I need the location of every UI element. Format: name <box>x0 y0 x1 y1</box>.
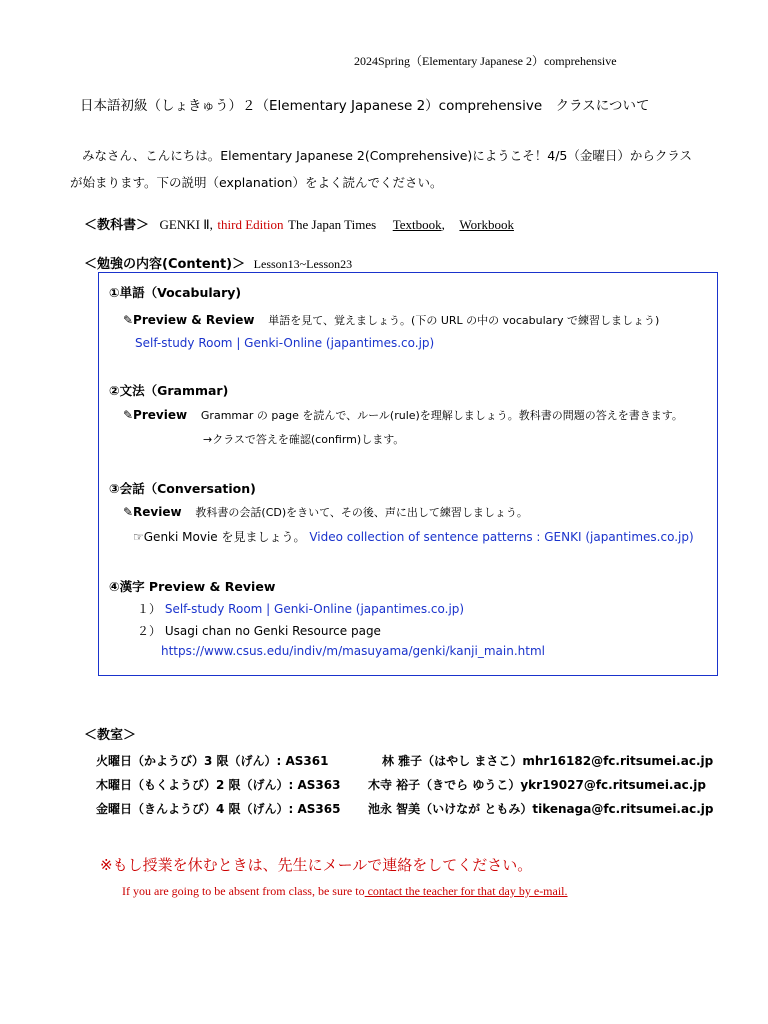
kanji-heading: ④漢字 Preview & Review <box>109 579 276 594</box>
intro-paragraph <box>70 142 710 196</box>
conversation-movie-link[interactable]: Video collection of sentence patterns : GENKI (japantimes.co.jp) <box>309 530 694 544</box>
grammar-heading: ②文法（Grammar) <box>109 383 229 398</box>
vocabulary-task-label: ✎Preview & Review <box>123 313 255 327</box>
textbook-name: GENKI Ⅱ, <box>159 217 213 232</box>
vocabulary-link[interactable]: Self-study Room | Genki-Online (japantimes.co.jp) <box>135 336 435 350</box>
conversation-movie-text: ☞Genki Movie を見ましょう。 <box>133 530 306 544</box>
textbook-link[interactable]: Textbook <box>392 217 442 232</box>
classroom-row-1-day: 火曜日（かようび）3 限（げん）: AS361 <box>96 754 329 768</box>
grammar-task <box>123 407 683 423</box>
classroom-row-1-teacher: 林 雅子（はやし まさこ）mhr16182@fc.ritsumei.ac.jp <box>382 754 714 768</box>
classroom-label: ＜教室＞ <box>84 728 137 743</box>
absence-notice-en-part1: If you are going to be absent from class, be sure to <box>122 884 365 898</box>
textbook-publisher: The Japan Times <box>288 217 377 232</box>
kanji-item-1-num: １） <box>137 602 162 616</box>
textbook-label: ＜教科書＞ <box>84 218 150 233</box>
textbook-comma: , <box>441 217 445 232</box>
conversation-task-label: ✎Review <box>123 505 182 519</box>
conversation-heading: ③会話（Conversation) <box>109 481 256 496</box>
kanji-item-2-num: ２） <box>137 624 162 638</box>
conversation-task-text: 教科書の会話(CD)をきいて、その後、声に出して練習しましょう。 <box>195 506 528 519</box>
absence-notice-en <box>122 884 568 899</box>
content-box <box>98 272 718 676</box>
kanji-item-2-text: Usagi chan no Genki Resource page <box>164 624 381 638</box>
intro-line-1: みなさん、こんにちは。Elementary Japanese 2(Comprehensive)にようこそ！4/5（金曜日）からクラス <box>82 148 693 163</box>
vocabulary-task <box>123 312 659 328</box>
classroom-row-3-teacher: 池永 智美（いけなが ともみ）tikenaga@fc.ritsumei.ac.jp <box>368 802 714 816</box>
classroom-row-3-day: 金曜日（きんようび）4 限（げん）: AS365 <box>96 802 341 816</box>
grammar-task-label: ✎Preview <box>123 408 188 422</box>
textbook-section <box>84 214 514 233</box>
page-title: 日本語初級（しょきゅう）２（Elementary Japanese 2）comprehensive クラスについて <box>80 98 650 114</box>
content-section-heading <box>84 253 352 272</box>
intro-line-2: が始まります。下の説明（explanation）をよく読んでください。 <box>70 175 443 190</box>
absence-notice-jp: ※もし授業を休むときは、先生にメールで連絡をしてください。 <box>100 856 533 874</box>
grammar-task-text: Grammar の page を読んで、ルール(rule)を理解しましょう。教科書の問題の答えを書きます。 <box>200 409 683 422</box>
kanji-item-2 <box>137 622 381 639</box>
vocabulary-heading: ①単語（Vocabulary) <box>109 285 242 300</box>
textbook-edition: third Edition <box>217 217 284 232</box>
kanji-item-2-url[interactable]: https://www.csus.edu/indiv/m/masuyama/genki/kanji_main.html <box>161 644 545 658</box>
classroom-row-2-day: 木曜日（もくようび）2 限（げん）: AS363 <box>96 778 341 792</box>
grammar-task-confirm: →クラスで答えを確認(confirm)します。 <box>203 433 405 446</box>
conversation-task <box>123 504 528 520</box>
kanji-item-1-link[interactable]: Self-study Room | Genki-Online (japantimes.co.jp) <box>164 602 465 616</box>
workbook-link[interactable]: Workbook <box>459 217 514 232</box>
vocabulary-task-text: 単語を見て、覚えましょう。(下の URL の中の vocabulary で練習しましょう) <box>268 314 660 327</box>
content-label: ＜勉強の内容(Content)＞ <box>84 257 246 272</box>
conversation-movie <box>133 528 694 545</box>
absence-notice-en-part2: contact the teacher for that day by e-mail. <box>364 884 568 898</box>
classroom-row-2-teacher: 木寺 裕子（きでら ゆうこ）ykr19027@fc.ritsumei.ac.jp <box>368 778 706 792</box>
header-course-title: 2024Spring（Elementary Japanese 2）comprehensive <box>354 54 617 68</box>
content-lessons: Lesson13~Lesson23 <box>253 257 353 271</box>
kanji-item-1 <box>137 600 464 617</box>
